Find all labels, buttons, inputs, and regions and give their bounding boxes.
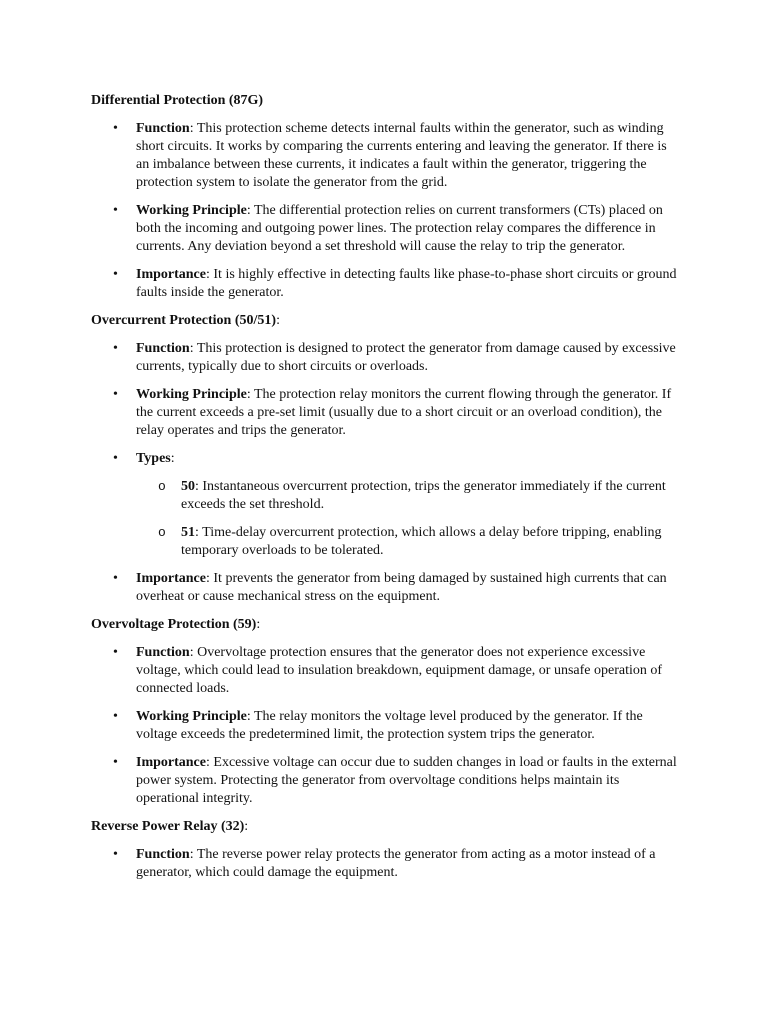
circle-bullet-icon: o — [158, 525, 166, 540]
subitem-text: : Time-delay overcurrent protection, which allows a delay before tripping, enabling temporary overloads to be tolerated. — [181, 525, 662, 558]
list-item — [91, 266, 681, 302]
sub-list-item — [136, 524, 681, 560]
subitem-term: 51 — [181, 525, 195, 540]
bullet-icon: • — [113, 847, 118, 862]
sub-list-item — [136, 478, 681, 514]
bullet-list — [91, 340, 681, 606]
bullet-icon: • — [113, 571, 118, 586]
list-item — [91, 570, 681, 606]
item-term: Function — [136, 121, 190, 136]
item-term: Function — [136, 341, 190, 356]
item-term: Working Principle — [136, 387, 247, 402]
item-term: Types — [136, 451, 171, 466]
list-item — [91, 708, 681, 744]
item-text: : It is highly effective in detecting faults like phase-to-phase short circuits or ground faults inside the generator. — [136, 267, 677, 300]
item-term: Importance — [136, 267, 206, 282]
list-item — [91, 340, 681, 376]
item-term: Importance — [136, 755, 206, 770]
circle-bullet-icon: o — [158, 479, 166, 494]
bullet-list — [91, 644, 681, 808]
bullet-icon: • — [113, 203, 118, 218]
list-item — [91, 754, 681, 808]
list-item — [91, 644, 681, 698]
section-heading: Overcurrent Protection (50/51): — [91, 313, 280, 328]
sub-list — [136, 478, 681, 560]
bullet-icon: • — [113, 645, 118, 660]
bullet-list — [91, 120, 681, 302]
item-term: Working Principle — [136, 203, 247, 218]
section-heading: Overvoltage Protection (59): — [91, 617, 261, 632]
item-text: : — [170, 451, 175, 466]
item-term: Working Principle — [136, 709, 247, 724]
subitem-text: : Instantaneous overcurrent protection, trips the generator immediately if the current exceeds the set threshold. — [181, 479, 666, 512]
item-text: : The protection relay monitors the current flowing through the generator. If the current exceeds a pre-set limit (usually due to a short circuit or an overload condition), the relay operates and trips the generator. — [136, 387, 672, 438]
bullet-icon: • — [113, 451, 118, 466]
item-text: : It prevents the generator from being damaged by sustained high currents that can overheat or cause mechanical stress on the equipment. — [136, 571, 667, 604]
bullet-icon: • — [113, 755, 118, 770]
bullet-icon: • — [113, 387, 118, 402]
list-item — [91, 450, 681, 560]
item-text: : Excessive voltage can occur due to sudden changes in load or faults in the external power system. Protecting the generator from overvoltage conditions helps maintain its operational integrity. — [136, 755, 677, 806]
item-text: : This protection is designed to protect the generator from damage caused by excessive currents, typically due to short circuits or overloads. — [136, 341, 676, 374]
item-text: : The relay monitors the voltage level produced by the generator. If the voltage exceeds the predetermined limit, the protection system trips the generator. — [136, 709, 643, 742]
item-text: : Overvoltage protection ensures that the generator does not experience excessive voltage, which could lead to insulation breakdown, equipment damage, or unsafe operation of connected loads. — [136, 645, 663, 696]
list-item — [91, 202, 681, 256]
subitem-term: 50 — [181, 479, 195, 494]
item-text: : This protection scheme detects internal faults within the generator, such as winding short circuits. It works by comparing the currents entering and leaving the generator. If there is an imbalance between these currents, it indicates a fault within the generator, triggering the protection system to isolate the generator from the grid. — [136, 121, 667, 190]
bullet-icon: • — [113, 121, 118, 136]
item-term: Importance — [136, 571, 206, 586]
bullet-icon: • — [113, 709, 118, 724]
item-term: Function — [136, 645, 190, 660]
item-text: : The differential protection relies on current transformers (CTs) placed on both the incoming and outgoing power lines. The protection relay compares the difference in currents. Any deviation beyond a set threshold will cause the relay to trip the generator. — [136, 203, 663, 254]
item-text: : The reverse power relay protects the generator from acting as a motor instead of a generator, which could damage the equipment. — [136, 847, 656, 880]
list-item — [91, 386, 681, 440]
item-term: Function — [136, 847, 190, 862]
list-item — [91, 846, 681, 882]
bullet-icon: • — [113, 267, 118, 282]
list-item — [91, 120, 681, 192]
bullet-list — [91, 846, 681, 882]
section-heading: Differential Protection (87G) — [91, 93, 264, 108]
section-heading: Reverse Power Relay (32): — [91, 819, 249, 834]
document-body — [91, 92, 681, 892]
bullet-icon: • — [113, 341, 118, 356]
